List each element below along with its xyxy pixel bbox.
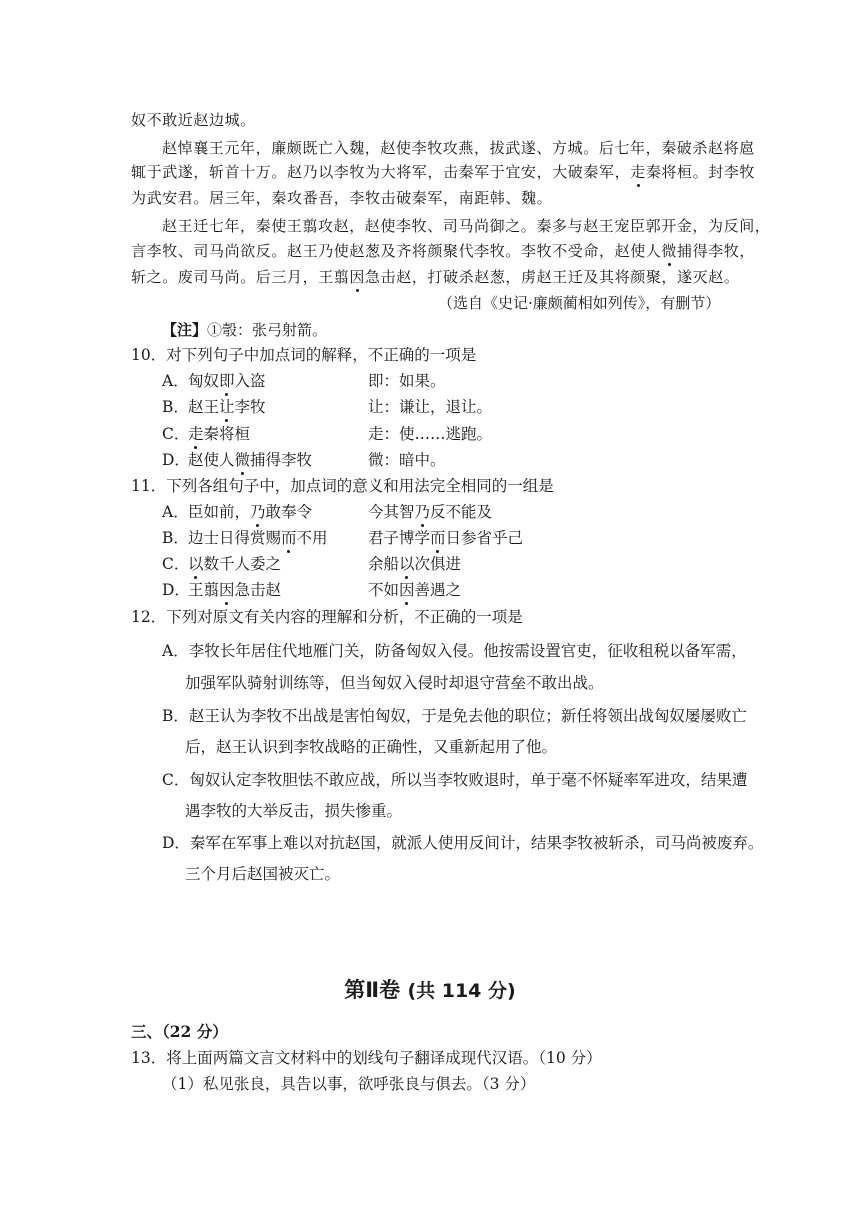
q12-option-c-cont: 遇李牧的大举反击，损失惨重。 — [185, 802, 403, 820]
section-three-heading: 三、（22 分） — [131, 1022, 228, 1041]
part-score: (共 114 分) — [407, 980, 516, 1002]
text-run: 赵王 — [188, 398, 220, 416]
q12-option-d: D．秦军在军事上难以对抗赵国，就派人使用反间计，结果李牧被斩杀，司马尚被废弃。 — [162, 834, 764, 852]
text-run: 秦将桓。封李牧 — [645, 163, 756, 181]
text-run: 不用 — [296, 529, 328, 547]
emphasis-dot-word: 因 — [219, 581, 235, 599]
text-run: 急击赵，打破杀赵葱，虏赵王迁及其将颜聚，遂灭赵。 — [365, 268, 740, 286]
q10-option-c-explanation: 走：使……逃跑。 — [368, 425, 493, 443]
text-run: 边士日得赏赐 — [188, 529, 282, 547]
q11-option-a-left — [162, 501, 312, 523]
emphasis-dot-word: 乃 — [414, 503, 431, 521]
emphasis-dot-word: 乃 — [250, 503, 266, 521]
question-11-stem: 11．下列各组句子中，加点词的意义和用法完全相同的一组是 — [131, 477, 554, 495]
passage-line: 为武安君。居三年，秦攻番吾，李牧击破秦军，南距韩、魏。 — [131, 189, 553, 207]
text-run: 善遇之 — [414, 581, 462, 599]
option-letter: A． — [162, 503, 189, 521]
emphasis-dot-word: 让 — [219, 398, 235, 416]
passage-line: 赵王迁七年，秦使王翦攻赵，赵使李牧、司马尚御之。秦多与赵王宠臣郭开金，为反间， — [162, 217, 771, 235]
text-run: 今其智 — [368, 503, 415, 521]
emphasis-dot-word: 而 — [281, 529, 297, 547]
option-letter: B． — [162, 398, 189, 416]
emphasis-dot-word: 而 — [430, 529, 446, 547]
emphasis-dot-word: 走 — [188, 425, 204, 443]
option-letter: D． — [162, 451, 190, 469]
q10-option-d-explanation: 微：暗中。 — [368, 451, 446, 469]
text-run: 匈奴 — [188, 372, 220, 390]
part-title-text: 第Ⅱ卷 — [344, 978, 401, 1002]
option-letter: C． — [162, 425, 190, 443]
q10-option-a-explanation: 即：如果。 — [368, 372, 446, 390]
q10-option-a — [162, 370, 266, 392]
emphasis-dot-word: 以 — [399, 555, 415, 573]
text-run: 数千人委之 — [203, 555, 282, 573]
part-two-title — [0, 977, 860, 1004]
q10-option-c — [162, 423, 250, 445]
passage-line: 奴不敢近赵边城。 — [131, 111, 256, 129]
q11-option-a-right — [368, 501, 492, 523]
q11-option-b-left — [162, 527, 328, 549]
text-run: 不如 — [368, 581, 400, 599]
option-letter: B． — [162, 529, 189, 547]
text-run: 秦将桓 — [203, 425, 251, 443]
q12-option-d-cont: 三个月后赵国被灭亡。 — [185, 865, 341, 883]
text-run: 赵使人 — [188, 451, 235, 469]
text-run: 李牧 — [234, 398, 266, 416]
text-run: 臣如前， — [188, 503, 251, 521]
q10-option-b — [162, 396, 266, 418]
passage-line — [131, 161, 755, 183]
q11-option-d-left — [162, 579, 281, 601]
emphasis-dot-word: 因 — [399, 581, 415, 599]
annotation-note — [162, 319, 327, 341]
emphasis-dot-word: 微 — [661, 242, 678, 260]
emphasis-dot-word: 走 — [630, 163, 646, 181]
question-12-stem: 12．下列对原文有关内容的理解和分析，不正确的一项是 — [131, 608, 523, 626]
q12-option-b: B．赵王认为李牧不出战是害怕匈奴，于是免去他的职位；新任将领出战匈奴屡屡败亡 — [162, 707, 747, 725]
q12-option-a: A．李牧长年居住代地雁门关，防备匈奴入侵。他按需设置官吏，征收租税以备军需， — [162, 642, 747, 660]
q12-option-b-cont: 后，赵王认识到李牧战略的正确性，又重新起用了他。 — [185, 738, 558, 756]
note-text: ①彀：张弓射箭。 — [207, 321, 328, 339]
text-run: 捕得李牧， — [677, 242, 756, 260]
text-run: 斩之。废司马尚。后三月，王翦 — [131, 268, 350, 286]
option-letter: C． — [162, 555, 190, 573]
text-run: 敢奉令 — [265, 503, 313, 521]
emphasis-dot-word: 因 — [349, 268, 366, 286]
text-run: 王翦 — [188, 581, 220, 599]
passage-line — [131, 266, 739, 288]
emphasis-dot-word: 即 — [219, 372, 235, 390]
emphasis-dot-word: 微 — [234, 451, 251, 469]
text-run: 余船 — [368, 555, 400, 573]
passage-source: （选自《史记·廉颇蔺相如列传》，有删节） — [438, 294, 721, 312]
question-13-stem: 13．将上面两篇文言文材料中的划线句子翻译成现代汉语。（10 分） — [131, 1049, 602, 1067]
passage-line — [131, 240, 755, 262]
question-10-stem: 10．对下列句子中加点词的解释，不正确的一项是 — [131, 346, 477, 364]
q11-option-b-right — [368, 527, 523, 549]
text-run: 反不能及 — [430, 503, 493, 521]
text-run: 言李牧、司马尚欲反。赵王乃使赵葱及齐将颜聚代李牧。李牧不受命，赵使人 — [131, 242, 662, 260]
q10-option-d — [162, 449, 312, 471]
text-run: 急击赵 — [234, 581, 282, 599]
text-run: 捕得李牧 — [250, 451, 313, 469]
q11-option-c-right — [368, 553, 461, 575]
passage-line: 赵悼襄王元年，廉颇既亡入魏，赵使李牧攻燕，拔武遂、方城。后七年，秦破杀赵将扈 — [162, 139, 755, 157]
note-label: 【注】 — [162, 321, 208, 339]
option-letter: A． — [162, 372, 189, 390]
question-13-part-1: （1）私见张良，具告以事，欲呼张良与俱去。（3 分） — [162, 1075, 536, 1093]
q11-option-d-right — [368, 579, 461, 601]
option-letter: D． — [162, 581, 190, 599]
q12-option-c: C．匈奴认定李牧胆怯不敢应战，所以当李牧败退时，单于毫不怀疑率军进攻，结果遭 — [162, 771, 748, 789]
text-run: 日参省乎己 — [445, 529, 524, 547]
text-run: 辄于武遂，斩首十万。赵乃以李牧为大将军，击秦军于宜安，大破秦军， — [131, 163, 631, 181]
q12-option-a-cont: 加强军队骑射训练等，但当匈奴入侵时却退守营垒不敢出战。 — [185, 674, 604, 692]
text-run: 次俱进 — [414, 555, 462, 573]
text-run: 君子博学 — [368, 529, 431, 547]
emphasis-dot-word: 以 — [188, 555, 204, 573]
text-run: 入盗 — [234, 372, 266, 390]
q11-option-c-left — [162, 553, 281, 575]
q10-option-b-explanation: 让：谦让，退让。 — [368, 398, 493, 416]
